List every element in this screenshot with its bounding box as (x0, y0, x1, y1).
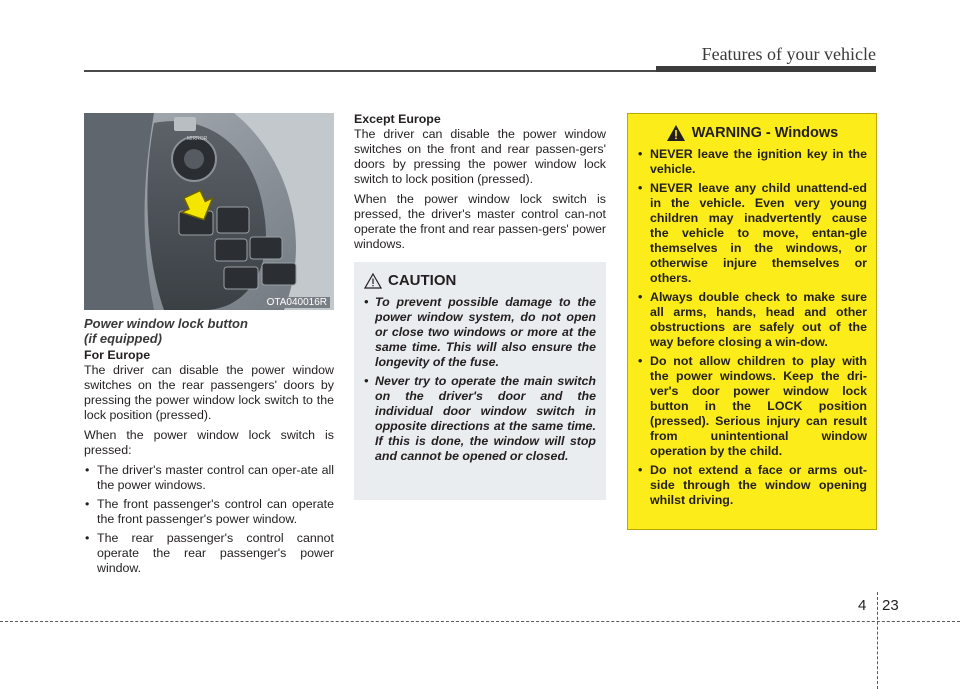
subhead-except-europe: Except Europe (354, 112, 441, 126)
warning-triangle-icon (666, 124, 686, 142)
list-item: • To prevent possible damage to the power window system, do not open or close two windows or more at the same time. This will also ensure the longevity of the fuse. (364, 295, 596, 370)
page-number: 23 (882, 597, 899, 614)
warning-heading (637, 124, 867, 142)
list-item: • NEVER leave the ignition key in the vehicle. (637, 147, 867, 177)
door-panel-illustration (84, 113, 334, 310)
left-text-column (84, 316, 334, 580)
warning-box (627, 113, 877, 530)
paragraph: When the power window lock switch is pressed: (84, 428, 334, 457)
window-switch-photo (84, 113, 334, 310)
paragraph: The driver can disable the power window switches on the rear passengers' doors by pressing the power window lock switch to the lock position (pressed). (84, 363, 334, 422)
warning-list (637, 147, 867, 508)
list-item: • The driver's master control can oper-ate all the power windows. (84, 463, 334, 493)
subhead-for-europe: For Europe (84, 348, 151, 362)
list-item: • The front passenger's control can operate the front passenger's power window. (84, 497, 334, 527)
list-item: • Do not extend a face or arms out-side through the window opening whilst driving. (637, 463, 867, 508)
page-number-divider (877, 592, 878, 689)
svg-text:MIRROR: MIRROR (187, 136, 208, 142)
section-header-title: Features of your vehicle (701, 44, 876, 64)
paragraph: The driver can disable the power window switches on the front and rear passen-gers' doors by pressing the power window lock switch to lock position (pressed). (354, 127, 606, 186)
chapter-number: 4 (858, 597, 867, 614)
photo-caption-line1: Power window lock button (84, 316, 248, 331)
list-item: • The rear passenger's control cannot operate the rear passenger's power window. (84, 531, 334, 576)
list-item: • Do not allow children to play with the power windows. Keep the dri-ver's door power window lock button in the LOCK position (pressed). Serious injury can result from unintentional window operation by the child. (637, 354, 867, 459)
caution-title: CAUTION (388, 272, 457, 289)
paragraph: When the power window lock switch is pressed, the driver's master control can-not operate the front and rear passen-gers' power windows. (354, 192, 606, 251)
caution-list (364, 295, 596, 464)
list-item: • Always double check to make sure all arms, hands, head and other obstructions are safely out of the way before closing a win-dow. (637, 290, 867, 350)
caution-box (354, 262, 606, 500)
photo-caption-line2: (if equipped) (84, 331, 162, 346)
caution-heading (364, 272, 596, 289)
warning-title: WARNING - Windows (691, 125, 839, 141)
header-rule-accent (656, 66, 876, 72)
caution-triangle-icon (364, 273, 382, 289)
footer-rule (0, 621, 960, 622)
middle-text-column (354, 110, 606, 257)
list-item: • Never try to operate the main switch on the driver's door and the individual door window switch in opposite directions at the same time. If this is done, the window will stop and cannot be opened or closed. (364, 374, 596, 464)
list-item: • NEVER leave any child unattend-ed in the vehicle. Even very young children may inadvertently cause the vehicle to move, entan-gle themselves in the windows, or otherwise injure themselves or others. (637, 181, 867, 286)
bullet-list (84, 463, 334, 576)
photo-reference-code: OTA040016R (264, 297, 330, 308)
